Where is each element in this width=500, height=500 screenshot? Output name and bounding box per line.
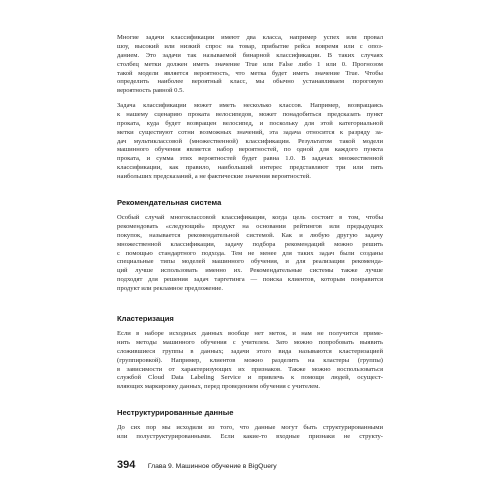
page-footer <box>117 455 277 473</box>
text-line: Задача классификации может иметь несколько классов. Например, возвращаясь <box>117 102 383 109</box>
text-line: машинного обучения является набор вероятностей, по одной для каждого пункта <box>117 146 383 154</box>
text-line: специальные типы моделей машинного обучения, и для реализации рекоменда- <box>117 258 383 266</box>
paragraph-clustering <box>117 330 383 392</box>
text-line: определить наиболее вероятный класс, мы обычно устанавливаем пороговую <box>117 78 383 86</box>
text-line: к нашему сценарию проката велосипедов, может понадобиться предсказать пункт <box>117 110 383 118</box>
text-line: рекомендовать «следующий» продукт на основании рейтингов или предыдущих <box>117 222 383 230</box>
text-line: Если в наборе исходных данных вообще нет меток, и нам не получится приме- <box>117 330 383 337</box>
text-line: с помощью стандартного подхода. Тем не менее для таких задач были созданы <box>117 249 383 257</box>
paragraph-binary-classification <box>117 34 383 96</box>
text-line: шоу, высокий или низкий спрос на товар, прибытие рейса вовремя или с опоз- <box>117 42 383 50</box>
text-line: столбец метки должен иметь значение True или False либо 1 или 0. Прогнозом <box>117 60 383 68</box>
running-title: Глава 9. Машинное обучение в BigQuery <box>147 463 277 470</box>
text-line: проката, куда будет возвращен велосипед, и поскольку для этой категориальной <box>117 119 383 127</box>
text-line: дач мультиклассовой (множественной) классификации. Результатом такой модели <box>117 137 383 145</box>
section-heading-unstructured: Неструктурированные данные <box>117 408 234 417</box>
paragraph-unstructured-data <box>117 424 383 442</box>
paragraph-recommender-system <box>117 214 383 294</box>
section-heading-clustering: Кластеризация <box>117 314 174 323</box>
text-line: классификации, как правило, наибольший интерес представляют три или пять <box>117 164 383 172</box>
text-line: данием. Это задачи так называемой бинарной классификации. В таких случаях <box>117 51 383 59</box>
text-line: нить методы машинного обучения с учителем. Зато можно попробовать выявить <box>117 338 383 346</box>
text-line: покупок, называется рекомендательной системой. Как и любую другую задачу <box>117 231 383 239</box>
text-line: в зависимости от характеризующих их признаков. Также можно воспользоваться <box>117 365 383 373</box>
text-line: или полуструктурированными. Если какие-то входные признаки не структу- <box>117 432 383 440</box>
text-line: метки существуют сотни возможных значений, эта задача относится к разряду за- <box>117 128 383 136</box>
text-line: продукт или рекламное предложение. <box>117 285 223 293</box>
page-number: 394 <box>117 459 136 471</box>
text-line: До сих пор мы исходили из того, что данные могут быть структурированными <box>117 424 383 431</box>
text-line: вляющих маркировку данных, перед проведением обучения с учителем. <box>117 383 320 391</box>
text-line: множественной классификации, задачу подбора рекомендаций можно решить <box>117 240 383 248</box>
text-line: наибольших предсказаний, а не фактические значения вероятностей. <box>117 173 311 181</box>
text-line: вероятность равной 0.5. <box>117 87 185 95</box>
text-line: подходят для решения задач таргетинга — поиска клиентов, которым понравится <box>117 276 383 284</box>
text-line: службой Cloud Data Labeling Service и привлечь к помощи людей, осущест- <box>117 374 383 382</box>
paragraph-multiclass-classification <box>117 102 383 182</box>
text-line: проката, и сумма этих вероятностей будет равна 1.0. В задачах множественной <box>117 155 383 163</box>
text-line: Многие задачи классификации имеют два класса, например успех или провал <box>117 34 383 41</box>
section-heading-recommender: Рекомендательная система <box>117 198 222 207</box>
text-line: такой модели является вероятность, что метка будет иметь значение True. Чтобы <box>117 69 383 77</box>
text-line: ций лучше использовать именно их. Рекомендательные системы также лучше <box>117 267 383 275</box>
text-line: (группировкой). Например, клиентов можно разделить на кластеры (группы) <box>117 356 383 364</box>
text-line: Особый случай многоклассовой классификации, когда цель состоит в том, чтобы <box>117 214 383 221</box>
text-line: сложившиеся группы в данных; задачи этого вида называются кластеризацией <box>117 347 383 355</box>
